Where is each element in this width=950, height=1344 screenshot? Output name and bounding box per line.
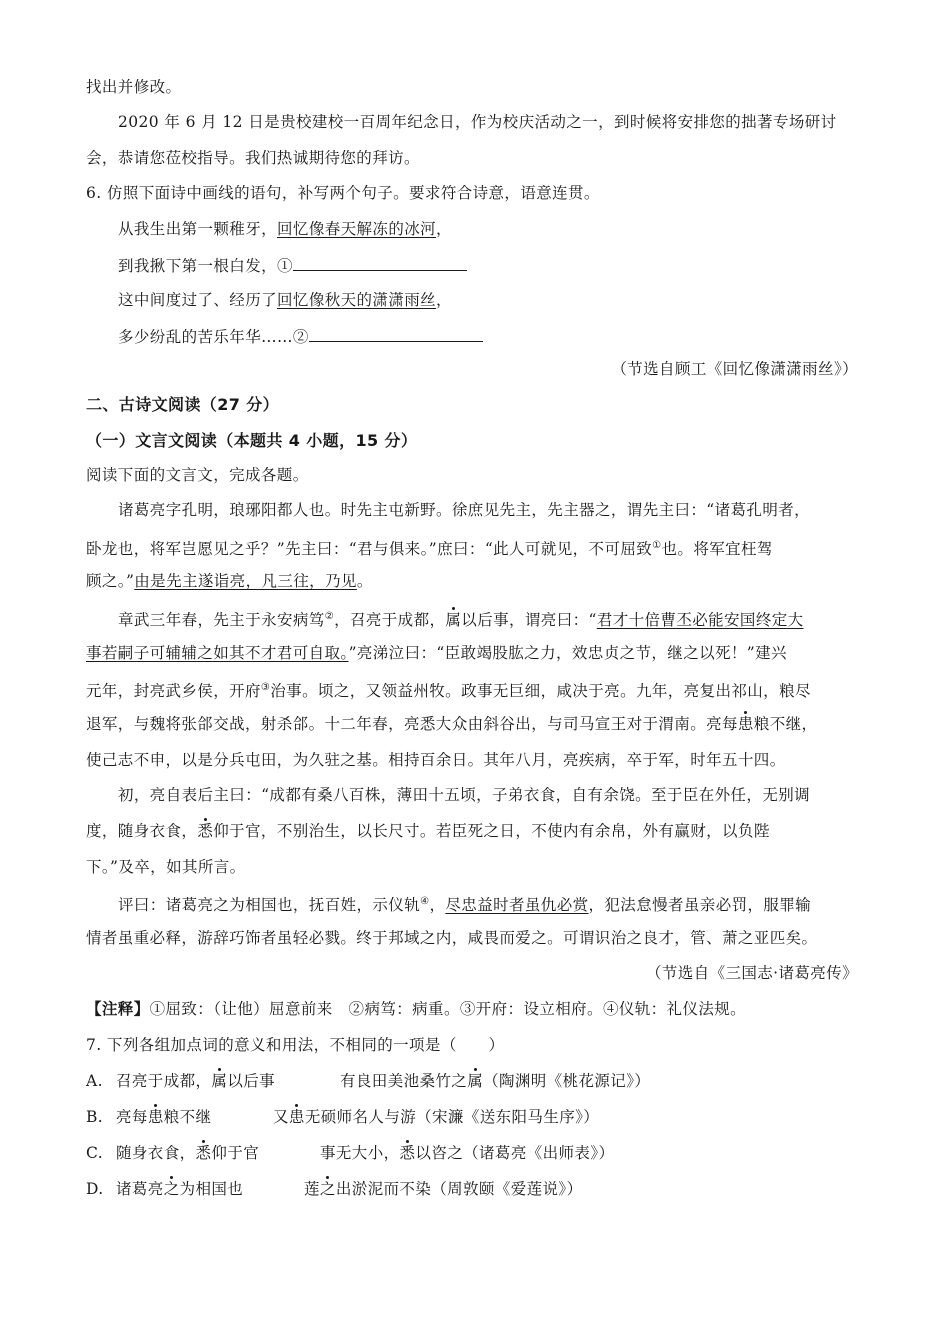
q5-text-line-1: 2020 年 6 月 12 日是贵校建校一百周年纪念日，作为校庆活动之一，到时候将安排您的拙著专场研讨 <box>118 113 837 131</box>
passage-p3-line-3: 下。”及卒，如其所言。 <box>86 858 246 876</box>
poem-line-1-post: ， <box>436 220 452 238</box>
option-label: C. <box>86 1144 104 1162</box>
note-marker-1: ① <box>652 540 662 551</box>
q5-instruction: 找出并修改。 <box>86 78 182 96</box>
poem-line-1-underlined: 回忆像春天解冻的冰河 <box>277 220 437 238</box>
option-label: A. <box>86 1072 103 1090</box>
option-d-part-2: 莲之出淤泥而不染（周敦颐《爱莲说》） <box>304 1180 583 1198</box>
p4-line-1-mid: ， <box>429 896 446 915</box>
p3-line-2-post: 仰于官，不别治生，以长尺寸。若臣死之日，不使内有余帛，外有赢财，以负陛 <box>213 822 770 840</box>
passage-p1-line-1: 诸葛亮字孔明，琅琊阳都人也。时先主屯新野。徐庶见先主，先主器之，谓先主曰：“诸葛孔明者， <box>118 501 811 519</box>
answer-blank-1[interactable] <box>293 254 467 271</box>
p4-line-1-post: ，犯法怠慢者虽亲必罚，服罪输 <box>588 896 812 915</box>
passage-p1-line-3 <box>86 570 373 592</box>
option-b-part-1: 亮每患粮不继 <box>116 1108 212 1126</box>
passage-source: （节选自《三国志·诸葛亮传》 <box>645 964 858 982</box>
p1-line-2-end: 也。将军宜枉驾 <box>661 540 773 559</box>
answer-blank-2[interactable] <box>309 325 483 342</box>
subsection-title: （一）文言文阅读（本题共 4 小题，15 分） <box>86 431 418 450</box>
option-label: D. <box>86 1180 104 1198</box>
p2-line-1-mid: ，召亮于成都， <box>334 611 446 630</box>
p1-line-3-post: 。 <box>356 572 373 590</box>
passage-p2-line-5: 使己志不申，以是分兵屯田，为久驻之基。相持百余日。其年八月，亮疾病，卒于军，时年五十四。 <box>86 751 786 769</box>
p2-line-4-end: 粮不继， <box>753 715 818 733</box>
poem-line-2-text: 到我揪下第一根白发，① <box>118 257 293 275</box>
note-marker-4: ④ <box>420 896 430 907</box>
notes-text: ①屈致：（让他）屈意前来 ②病笃：病重。③开府：设立相府。④仪轨：礼仪法规。 <box>149 1000 747 1018</box>
passage-p1-line-2 <box>86 535 773 560</box>
poem-line-3-post: ， <box>436 291 452 309</box>
dotted-word: 患 <box>737 715 754 733</box>
p1-line-3-pre: 顾之。” <box>86 572 135 590</box>
q7-stem: 7. 下列各组加点词的意义和用法，不相同的一项是（ ） <box>86 1036 505 1054</box>
q7-option-a[interactable] <box>86 1070 651 1092</box>
option-a-part-1: 召亮于成都，属以后事 <box>116 1072 276 1090</box>
q6-poem-line-2 <box>118 254 467 277</box>
passage-p3-line-2 <box>86 820 770 842</box>
p2-line-4-text: 退军，与魏将张郃交战，射杀郃。十二年春，亮悉大众由斜谷出，与司马宣王对于渭南。亮每 <box>86 715 738 733</box>
q7-option-b[interactable] <box>86 1106 600 1128</box>
poem-line-3-underlined: 回忆像秋天的潇潇雨丝 <box>277 291 437 309</box>
q6-poem-line-1 <box>118 218 452 240</box>
annotation-notes <box>86 998 746 1020</box>
poem-line-4-text: 多少纷乱的苦乐年华……② <box>118 328 309 346</box>
q6-source: （节选自顾工《回忆像潇潇雨丝》） <box>611 360 858 378</box>
p2-line-1-mid2: 以后事，谓亮曰：“ <box>461 611 597 630</box>
p2-underlined-sentence-part-2: 事若嗣子可辅辅之如其不才君可自取。 <box>86 644 349 662</box>
passage-p2-line-4 <box>86 713 817 735</box>
section-title: 二、古诗文阅读（27 分） <box>86 395 280 414</box>
p2-line-2-post: ”亮涕泣曰：“臣敢竭股肱之力，效忠贞之节，继之以死！”建兴 <box>348 644 787 662</box>
q6-stem: 6. 仿照下面诗中画线的语句，补写两个句子。要求符合诗意，语意连贯。 <box>86 184 600 202</box>
p4-underlined-sentence: 尽忠益时者虽仇必赏 <box>445 896 589 915</box>
option-label: B. <box>86 1108 104 1126</box>
p2-line-3-pre: 元年，封亮武乡侯，开府 <box>86 682 261 701</box>
poem-line-1-pre: 从我生出第一颗稚牙， <box>118 220 278 238</box>
passage-p2-line-2 <box>86 642 787 664</box>
note-marker-2: ② <box>324 611 335 622</box>
option-c-part-1: 随身衣食，悉仰于官 <box>116 1144 260 1162</box>
q6-poem-line-3 <box>118 289 452 311</box>
dotted-word: 属 <box>445 611 462 630</box>
p2-line-3-post: 治事。顷之，又领益州牧。政事无巨细，咸决于亮。九年，亮复出祁山，粮尽 <box>270 682 811 701</box>
q7-option-d[interactable] <box>86 1178 583 1200</box>
passage-p3-line-1: 初，亮自表后主曰：“成都有桑八百株，薄田十五顷，子弟衣食，自有余饶。至于臣在外任，无别调 <box>118 786 811 804</box>
reading-intro: 阅读下面的文言文，完成各题。 <box>86 466 309 484</box>
p3-line-2-pre: 度，随身衣食， <box>86 822 198 840</box>
p2-underlined-sentence-part-1: 君才十倍曹丕必能安国终定大 <box>596 611 804 630</box>
dotted-word: 悉 <box>197 822 214 840</box>
notes-label: 【注释】 <box>86 999 150 1018</box>
passage-p2-line-1 <box>118 606 804 631</box>
note-marker-3: ③ <box>260 682 271 693</box>
passage-p4-line-2: 情者虽重必释，游辞巧饰者虽轻必戮。终于邦域之内，咸畏而爱之。可谓识治之良才，管、萧之亚匹矣。 <box>86 929 818 947</box>
passage-p4-line-1 <box>118 891 811 916</box>
q6-poem-line-4 <box>118 325 483 348</box>
p2-line-1-pre: 章武三年春，先主于永安病笃 <box>118 611 325 630</box>
option-c-part-2: 事无大小，悉以咨之（诸葛亮《出师表》） <box>320 1144 615 1162</box>
poem-line-3-pre: 这中间度过了、经历了 <box>118 291 278 309</box>
p1-line-2-text: 卧龙也，将军岂愿见之乎？”先主曰：“君与俱来。”庶曰：“此人可就见，不可屈致 <box>86 540 653 559</box>
q5-text-line-2: 会，恭请您莅校指导。我们热诚期待您的拜访。 <box>86 149 420 167</box>
option-d-part-1: 诸葛亮之为相国也 <box>116 1180 244 1198</box>
option-b-part-2: 又患无硕师名人与游（宋濂《送东阳马生序》） <box>273 1108 600 1126</box>
p4-line-1-pre: 评曰：诸葛亮之为相国也，抚百姓，示仪轨 <box>118 896 421 915</box>
passage-p2-line-3 <box>86 677 811 702</box>
q7-option-c[interactable] <box>86 1142 615 1164</box>
option-a-part-2: 有良田美池桑竹之属（陶渊明《桃花源记》） <box>340 1072 651 1090</box>
p1-underlined-sentence: 由是先主遂诣亮，凡三往，乃见 <box>134 572 357 590</box>
